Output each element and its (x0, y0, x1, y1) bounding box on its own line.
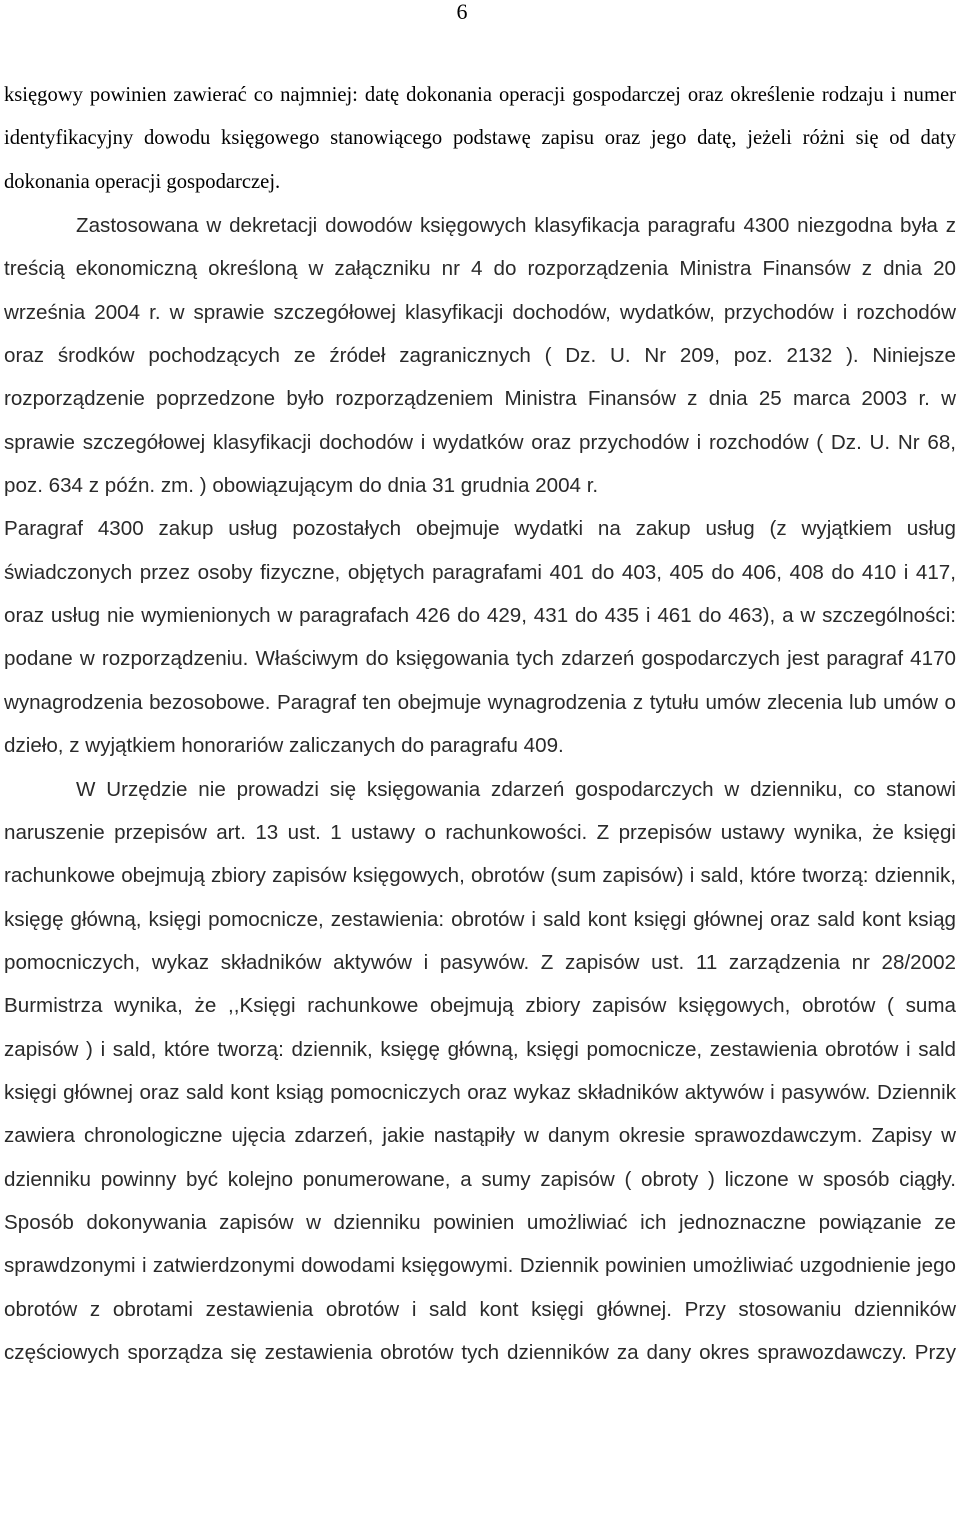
paragraph-record-contents: księgowy powinien zawierać co najmniej: datę dokonania operacji gospodarczej oraz określenie rodzaju i numer identyfikacyjny dowodu księgowego stanowiącego podstawę zapisu oraz jego datę, jeżeli różni się od daty dokonania operacji gospodarczej. (4, 84, 956, 193)
document-body (4, 74, 956, 1374)
paragraph-journal-keeping: W Urzędzie nie prowadzi się księgowania zdarzeń gospodarczych w dzienniku, co stanowi naruszenie przepisów art. 13 ust. 1 ustawy o rachunkowości. Z przepisów ustawy wynika, że księgi rachunkowe obejmują zbiory zapisów księgowych, obrotów (sum zapisów) i sald, które tworzą: dziennik, księgę główną, księgi pomocnicze, zestawienia: obrotów i sald kont księgi głównej oraz sald kont ksiąg pomocniczych, wykaz składników aktywów i pasywów. Z zapisów ust. 11 zarządzenia nr 28/2002 Burmistrza wynika, że ,,Księgi rachunkowe obejmują zbiory zapisów księgowych, obrotów ( suma zapisów ) i sald, które tworzą: dziennik, księgę główną, księgi pomocnicze, zestawienia obrotów i sald księgi głównej oraz sald kont ksiąg pomocniczych oraz wykaz składników aktywów i pasywów. Dziennik zawiera chronologiczne ujęcia zdarzeń, jakie nastąpiły w danym okresie sprawozdawczym. Zapisy w dzienniku powinny być kolejno ponumerowane, a sumy zapisów ( obroty ) liczone w sposób ciągły. Sposób dokonywania zapisów w dzienniku powinien umożliwiać ich jednoznaczne powiązanie ze sprawdzonymi i zatwierdzonymi dowodami księgowymi. Dziennik powinien umożliwiać uzgodnienie jego obrotów z obrotami zestawienia obrotów i sald kont księgi głównej. Przy stosowaniu dzienników częściowych sporządza się zestawienia obrotów tych dzienników za dany okres sprawozdawczy. Przy (4, 777, 956, 1364)
paragraph-services-purchase: Paragraf 4300 zakup usług pozostałych obejmuje wydatki na zakup usług (z wyjątkiem usług świadczonych przez osoby fizyczne, objętych paragrafami 401 do 403, 405 do 406, 408 do 410 i 417, oraz usług nie wymienionych w paragrafach 426 do 429, 431 do 435 i 461 do 463), a w szczególności: podane w rozporządzeniu. Właściwym do księgowania tych zdarzeń gospodarczych jest paragraf 4170 wynagrodzenia bezosobowe. Paragraf ten obejmuje wynagrodzenia z tytułu umów zlecenia lub umów o dzieło, z wyjątkiem honorariów zaliczanych do paragrafu 409. (4, 517, 956, 758)
page-number: 6 (456, 0, 468, 24)
paragraph-classification-4300: Zastosowana w dekretacji dowodów księgowych klasyfikacja paragrafu 4300 niezgodna była z treścią ekonomiczną określoną w załączniku nr 4 do rozporządzenia Ministra Finansów z dnia 20 września 2004 r. w sprawie szczegółowej klasyfikacji dochodów, wydatków, przychodów i rozchodów oraz środków pochodzących ze źródeł zagranicznych ( Dz. U. Nr 209, poz. 2132 ). Niniejsze rozporządzenie poprzedzone było rozporządzeniem Ministra Finansów z dnia 25 marca 2003 r. w sprawie szczegółowej klasyfikacji dochodów i wydatków oraz przychodów i rozchodów ( Dz. U. Nr 68, poz. 634 z późn. zm. ) obowiązującym do dnia 31 grudnia 2004 r. (4, 214, 956, 498)
